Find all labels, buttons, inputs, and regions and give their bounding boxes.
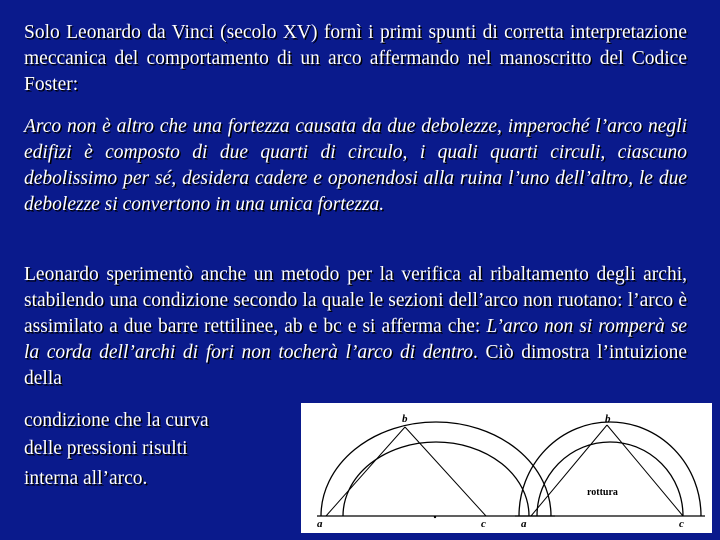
method-quote: L’arco non si romperà se la corda dell’archi di fori non tocherà l’arco di dentro — [24, 316, 687, 363]
bar-bc — [607, 425, 683, 516]
method-text: Leonardo sperimentò anche un metodo per la verifica al ribaltamento degli archi, stabilendo una condizione secondo la quale le sezioni dell’arco non ruotano: l’arco è assimilato a due barre rettilinee, ab e bc e si afferma che: — [24, 264, 687, 337]
continuation-line-3: interna all’arco. — [24, 468, 148, 489]
arch-diagram — [301, 403, 712, 533]
bar-ab — [326, 427, 405, 516]
label-a: a — [521, 518, 527, 530]
continuation-line-2: delle pressioni risulti — [24, 438, 188, 459]
label-b: b — [605, 413, 611, 425]
codex-quote-paragraph: Arco non è altro che una fortezza causata da due debolezze, imperoché l’arco negli edifizi è composto di due quarti di circulo, i quali quarti circuli, ciascuno debolissimo per sé, desidera cadere e oponendosi alla ruina l’uno dell’altro, le due debolezze si convertono in una unica fortezza. — [24, 116, 687, 215]
method-text-end: . Ciò dimostra l’intuizione della — [24, 342, 687, 389]
method-paragraph — [24, 262, 687, 392]
label-a: a — [317, 518, 323, 530]
rupture-label: rottura — [587, 487, 618, 498]
arch-failure-diagram — [515, 413, 705, 530]
label-b: b — [402, 413, 408, 425]
label-c: c — [679, 518, 684, 530]
continuation-line-1: condizione che la curva — [24, 410, 209, 431]
intro-paragraph: Solo Leonardo da Vinci (secolo XV) fornì i primi spunti di corretta interpretazione meccanica del comportamento di un arco affermando nel manoscritto del Codice Foster: — [24, 22, 687, 95]
label-c: c — [481, 518, 486, 530]
bar-bc — [405, 427, 486, 516]
bar-ab — [531, 425, 607, 516]
arch-diagram-figure — [301, 403, 712, 533]
